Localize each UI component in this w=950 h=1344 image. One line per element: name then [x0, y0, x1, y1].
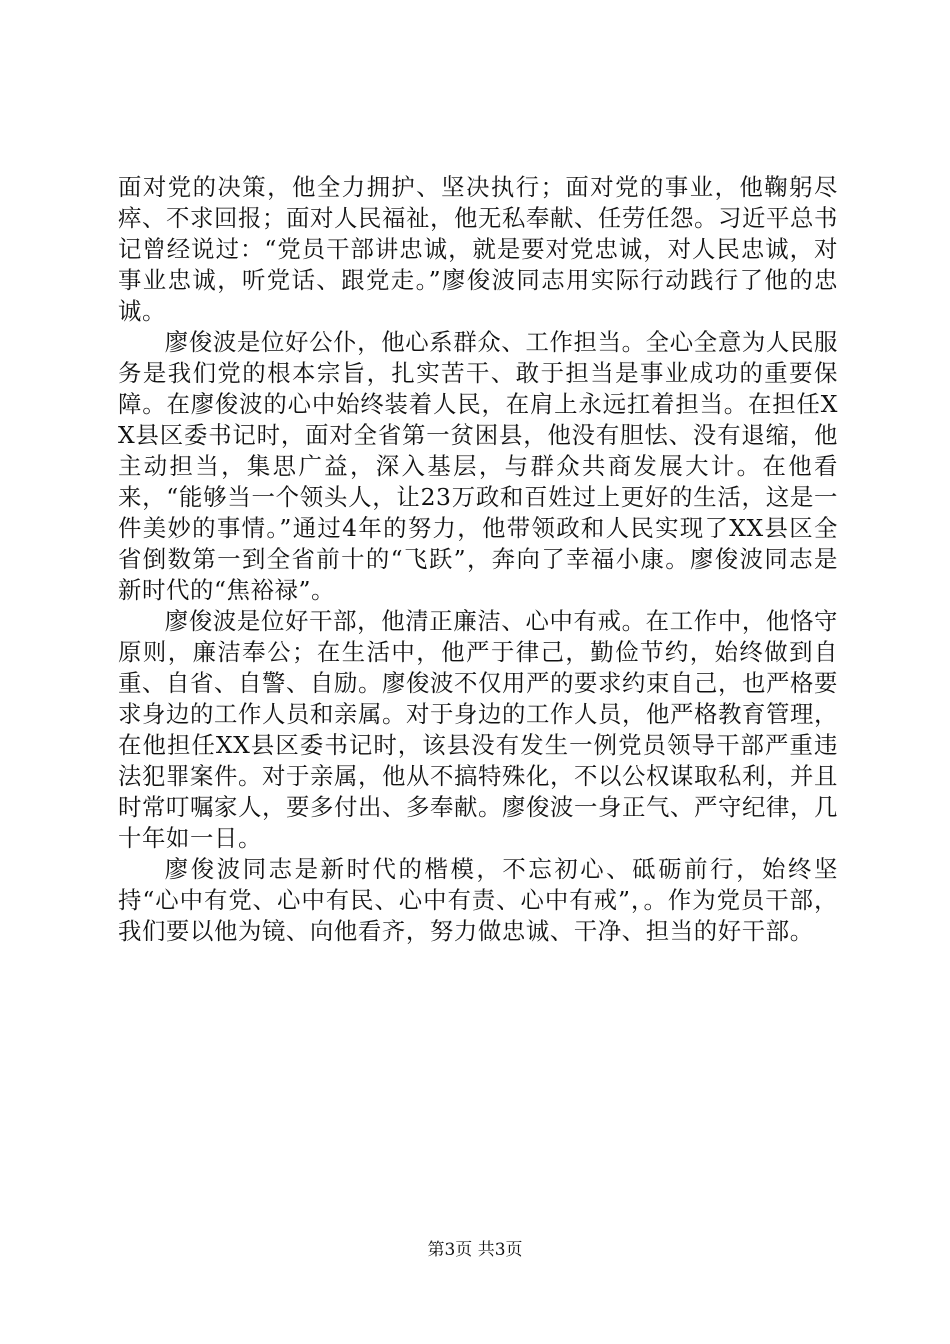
document-body — [118, 172, 838, 947]
paragraph-2: 廖俊波是位好公仆，他心系群众、工作担当。全心全意为人民服务是我们党的根本宗旨，扎实苦干、敢于担当是事业成功的重要保障。在廖俊波的心中始终装着人民，在肩上永远扛着担当。在担任XX县区委书记时，面对全省第一贫困县，他没有胆怯、没有退缩，他主动担当，集思广益，深入基层，与群众共商发展大计。在他看来，“能够当一个领头人，让23万政和百姓过上更好的生活，这是一件美妙的事情。”通过4年的努力，他带领政和人民实现了XX县区全省倒数第一到全省前十的“飞跃”，奔向了幸福小康。廖俊波同志是新时代的“焦裕禄”。 — [118, 328, 838, 604]
paragraph-3: 廖俊波是位好干部，他清正廉洁、心中有戒。在工作中，他恪守原则，廉洁奉公；在生活中，他严于律己，勤俭节约，始终做到自重、自省、自警、自励。廖俊波不仅用严的要求约束自己，也严格要求身边的工作人员和亲属。对于身边的工作人员，他严格教育管理，在他担任XX县区委书记时，该县没有发生一例党员领导干部严重违法犯罪案件。对于亲属，他从不搞特殊化，不以公权谋取私利，并且时常叮嘱家人，要多付出、多奉献。廖俊波一身正气、严守纪律，几十年如一日。 — [118, 607, 838, 852]
paragraph-1: 面对党的决策，他全力拥护、坚决执行；面对党的事业，他鞠躬尽瘁、不求回报；面对人民福祉，他无私奉献、任劳任怨。习近平总书记曾经说过：“党员干部讲忠诚，就是要对党忠诚，对人民忠诚，对事业忠诚，听党话、跟党走。”廖俊波同志用实际行动践行了他的忠诚。 — [118, 173, 838, 325]
page-footer: 第3页 共3页 — [427, 1240, 523, 1260]
paragraph-4: 廖俊波同志是新时代的楷模，不忘初心、砥砺前行，始终坚持“心中有党、心中有民、心中有责、心中有戒”，。作为党员干部，我们要以他为镜、向他看齐，努力做忠诚、干净、担当的好干部。 — [118, 855, 838, 945]
